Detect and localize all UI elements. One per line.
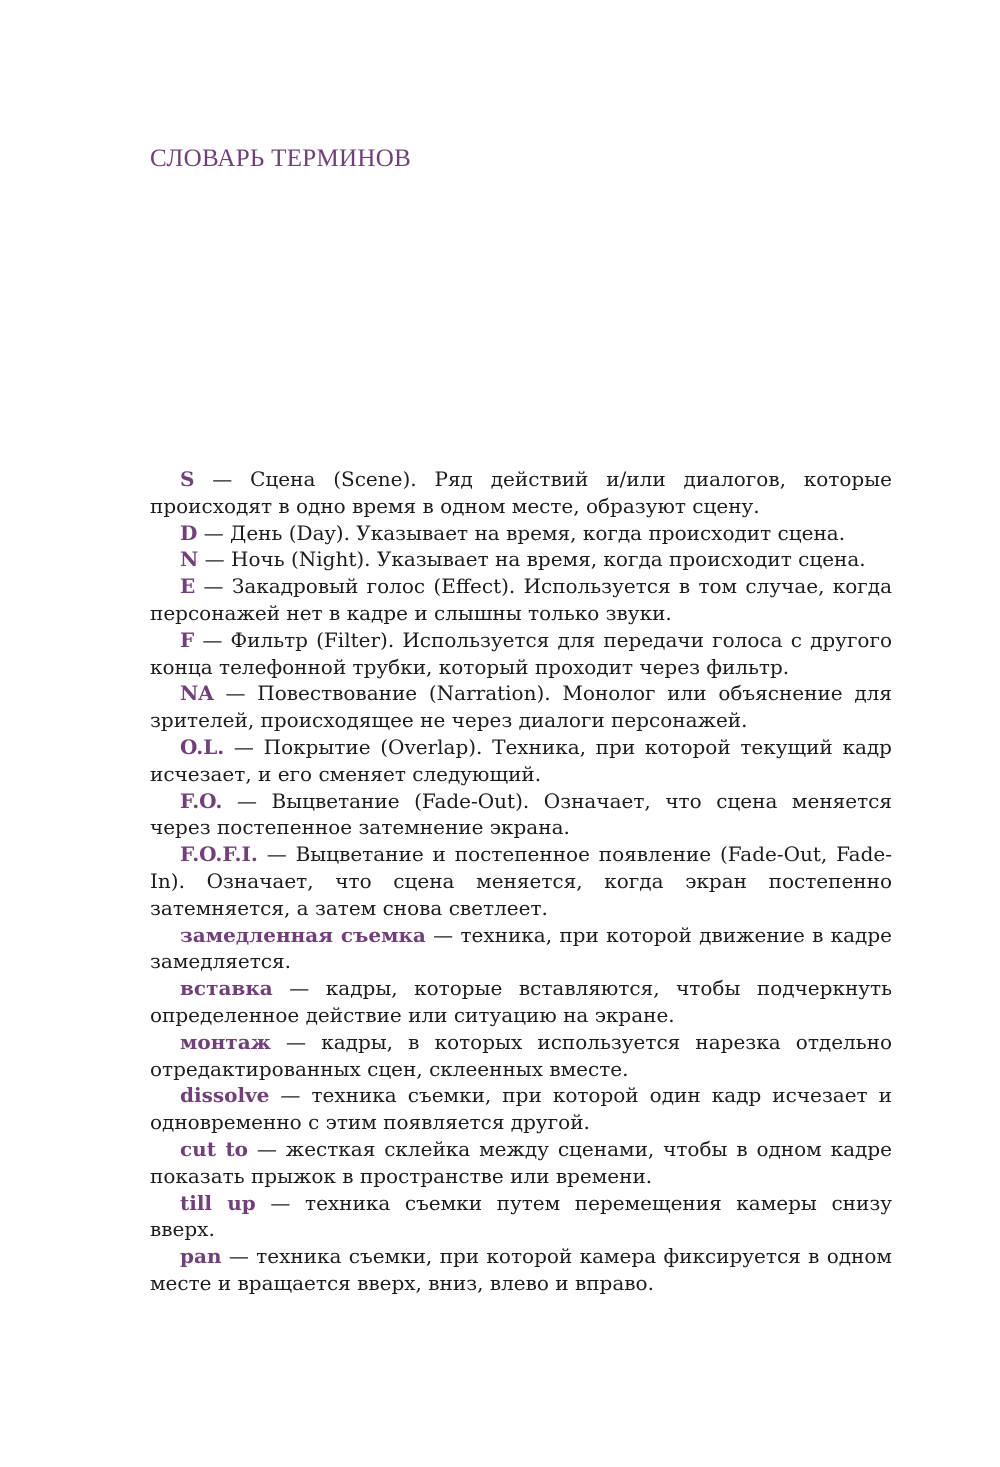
glossary-definition: — Фильтр (Filter). Используется для передачи голоса с другого конца телефонной трубки, который проходит через фильтр. [150,627,892,679]
glossary-definition: — кадры, которые вставляются, чтобы подчеркнуть определенное действие или ситуацию на экране. [150,976,892,1027]
glossary-entry-slow-motion [150,922,892,976]
glossary-entry-dissolve [150,1082,892,1136]
glossary-term: F.O. [180,788,223,813]
glossary-term: cut to [180,1136,249,1161]
glossary-definition: — День (Day). Указывает на время, когда происходит сцена. [197,520,846,545]
glossary-entry-montage [150,1029,892,1083]
glossary-definition: — Выцветание (Fade-Out). Означает, что сцена меняется через постепенное затемнение экрана. [150,788,892,840]
glossary-entry-fo [150,788,892,842]
glossary-definition: — Сцена (Scene). Ряд действий и/или диалогов, которые происходят в одно время в одном месте, образуют сцену. [150,467,892,518]
glossary-entry-f [150,627,892,681]
glossary-definition: — Повествование (Narration). Монолог или объяснение для зрителей, происходящее не через диалоги персонажей. [150,681,892,733]
glossary-entry-till-up [150,1190,892,1244]
glossary-term: pan [180,1244,222,1269]
glossary-entry-ol [150,734,892,788]
glossary-term: замедленная съемка [180,922,426,947]
glossary-definition: — техника съемки, при которой один кадр исчезает и одновременно с этим появляется другой. [150,1083,892,1135]
glossary-term: монтаж [180,1029,271,1054]
glossary-definition: — кадры, в которых используется нарезка отдельно отредактированных сцен, склеенных вместе. [150,1029,892,1081]
glossary-term: D [180,520,198,545]
page-title: СЛОВАРЬ ТЕРМИНОВ [150,145,412,172]
glossary-term: вставка [180,976,273,1001]
glossary-entry-na [150,680,892,734]
glossary-term: N [180,547,199,572]
glossary-term: O.L. [180,734,225,759]
glossary-definition: — техника съемки, при которой камера фиксируется в одном месте и вращается вверх, вниз, влево и вправо. [150,1244,892,1295]
glossary-entry-insert [150,975,892,1029]
glossary-definition: — жесткая склейка между сценами, чтобы в одном кадре показать прыжок в пространстве или времени. [150,1136,893,1188]
glossary-entry-n [150,546,892,573]
glossary-term: E [180,574,196,599]
glossary-entry-pan [150,1243,892,1297]
glossary-list [150,466,892,1297]
glossary-definition: — Выцветание и постепенное появление (Fade-Out, Fade-In). Означает, что сцена меняется, когда экран постепенно затемняется, а затем снова светлеет. [150,842,892,920]
glossary-definition: — техника, при которой движение в кадре замедляется. [150,922,892,974]
glossary-term: NA [180,681,214,706]
glossary-term: till up [180,1190,256,1215]
glossary-definition: — Ночь (Night). Указывает на время, когда происходит сцена. [198,547,866,572]
glossary-term: F [180,627,195,652]
glossary-entry-s [150,466,892,520]
glossary-term: dissolve [180,1083,270,1108]
glossary-definition: — техника съемки путем перемещения камеры снизу вверх. [150,1190,892,1242]
glossary-entry-e [150,573,892,627]
glossary-entry-d [150,520,892,547]
glossary-definition: — Закадровый голос (Effect). Используется в том случае, когда персонажей нет в кадре и слышны только звуки. [150,574,892,625]
glossary-entry-fofi [150,841,892,921]
glossary-term: S [180,467,195,491]
glossary-definition: — Покрытие (Overlap). Техника, при которой текущий кадр исчезает, и его сменяет следующий. [150,734,892,786]
glossary-entry-cut-to [150,1136,892,1190]
glossary-term: F.O.F.I. [180,842,258,867]
